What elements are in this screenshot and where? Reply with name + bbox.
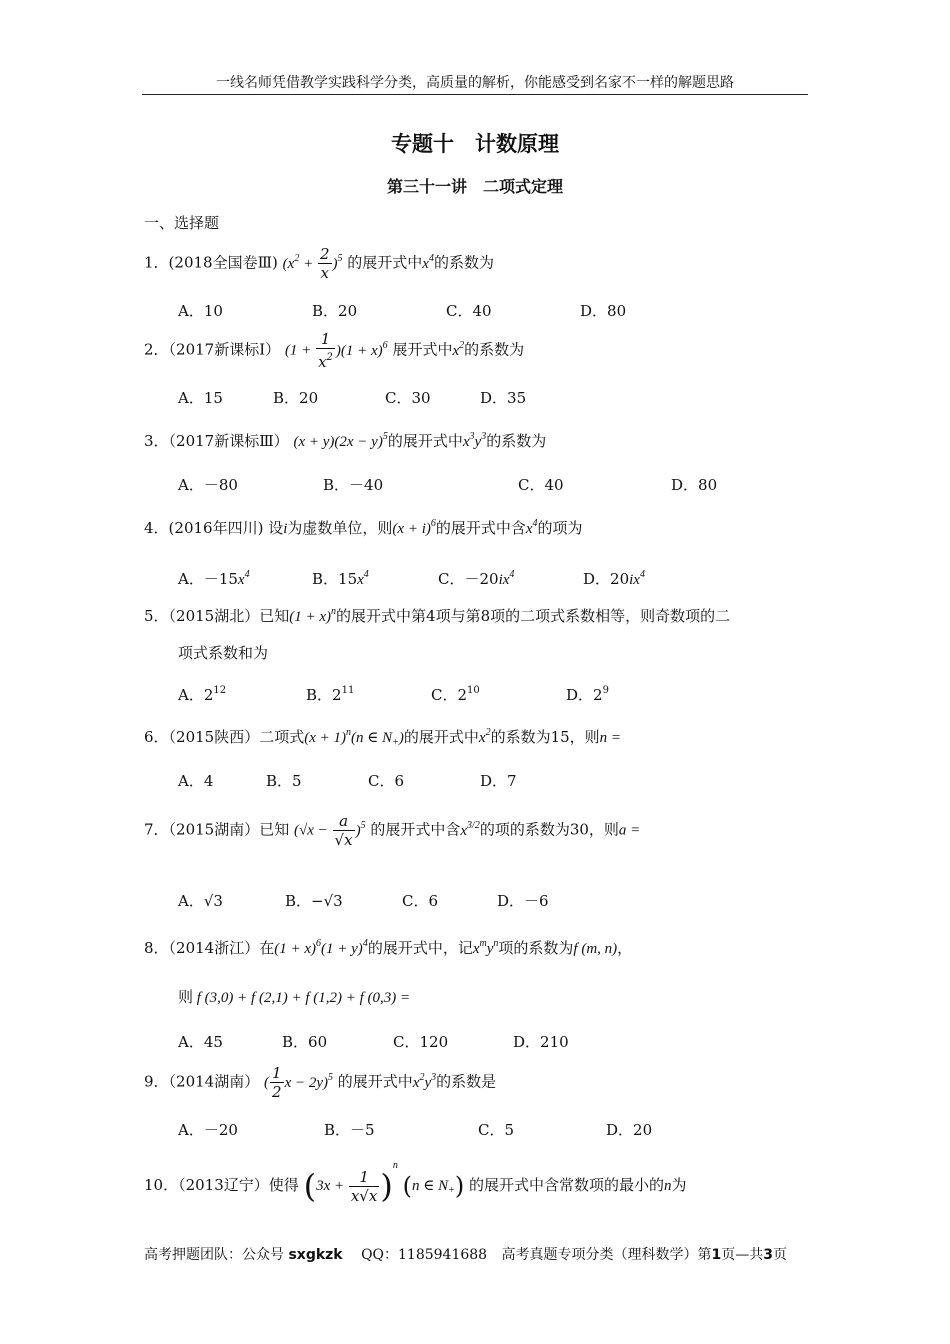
section-heading: 一、选择题 <box>144 214 220 232</box>
question-6: 6．（2015陕西）二项式$(x + 1)^n(n$ ∈ $N_+$)的展开式中$x^2$的系数为15，则n = <box>144 727 622 748</box>
question-4: 4．(2016年四川) 设i为虚数单位，则$(x + i)^6$的展开式中含$x^4$的项为 <box>144 518 583 537</box>
option-b: B．20 <box>312 302 358 320</box>
question-9-options <box>178 1119 652 1140</box>
option-b: B．−√3 <box>285 892 343 910</box>
option-a: A．45 <box>178 1033 223 1051</box>
question-1-options <box>178 300 626 321</box>
option-d: D．80 <box>671 476 718 494</box>
option-c: C．$-20ix^4$ <box>438 569 515 588</box>
question-6-options <box>178 770 517 791</box>
question-5-line2: 项式系数和为 <box>178 644 269 662</box>
question-2: 2．（2017新课标Ⅰ） (1 + $\frac{1}{x^2}$ )$(1 + x)^6$ 展开式中$x^2$的系数为 <box>144 330 525 371</box>
option-c: C．40 <box>446 302 492 320</box>
question-8: 8．（2014浙江）在$(1 + x)^6(1 + y)^4$的展开式中，记$x^my^n$项的系数为f (m, n)， <box>144 938 633 957</box>
question-8-line2: 则 f (3,0) + f (2,1) + f (1,2) + f (0,3) = <box>178 988 411 1006</box>
option-a: A．15 <box>178 389 223 407</box>
option-a: A．10 <box>178 302 223 320</box>
option-b: B．－40 <box>323 476 384 494</box>
option-b: B．－5 <box>324 1121 375 1139</box>
option-c: C．$2^{10}$ <box>431 685 480 704</box>
option-c: C．30 <box>385 389 431 407</box>
question-3: 3．（2017新课标Ⅲ） $(x + y)(2x - y)^5$的展开式中$x^3y^3$的系数为 <box>144 431 547 450</box>
question-7: 7．（2015湖南）已知 (√x − $\frac{a}{√x}$ )$^5$ 的展开式中含$x^{3/2}$的项的系数为30，则a = <box>144 812 641 849</box>
question-9: 9．（2014湖南） ( $\frac{1}{2}$ x − 2y)$^5$ 的展开式中$x^2y^3$的系数是 <box>144 1064 497 1101</box>
question-5-options <box>178 684 609 705</box>
page-header: 一线名师凭借教学实践科学分类，高质量的解析，你能感受到名家不一样的解题思路 <box>216 75 734 91</box>
question-1: 1．(2018全国卷Ⅲ) ($x^2$ + $\frac{2}{x}$ )$^5$ 的展开式中$x^4$的系数为 <box>144 245 494 282</box>
page-subtitle: 第三十一讲 二项式定理 <box>386 177 563 196</box>
page-footer: 高考押题团队：公众号 sxgkzk QQ：1185941688 高考真题专项分类（理科数学）第1页—共3页 <box>144 1247 788 1263</box>
question-2-options <box>178 387 526 408</box>
option-d: D．20 <box>606 1121 653 1139</box>
option-a: A．√3 <box>178 892 223 910</box>
option-a: A．$2^{12}$ <box>178 685 227 704</box>
option-d: D．80 <box>580 302 627 320</box>
option-d: D．$2^9$ <box>566 685 609 704</box>
option-c: C．6 <box>402 892 439 910</box>
wechat-id: sxgkzk <box>288 1247 343 1263</box>
option-b: B．20 <box>273 389 319 407</box>
question-7-options <box>178 890 549 911</box>
option-c: C．40 <box>518 476 564 494</box>
question-5: 5．（2015湖北）已知$(1 + x)^n$的展开式中第4项与第8项的二项式系数相等，则奇数项的二 <box>144 606 731 625</box>
question-8-options <box>178 1031 569 1052</box>
option-b: B．5 <box>266 772 302 790</box>
option-a: A．－80 <box>178 476 238 494</box>
question-4-options <box>178 568 645 589</box>
option-d: D．－6 <box>497 892 549 910</box>
header-divider <box>142 94 808 95</box>
option-b: B．$2^{11}$ <box>306 685 355 704</box>
option-d: D．$20ix^4$ <box>583 569 645 588</box>
option-b: B．60 <box>282 1033 328 1051</box>
option-b: B．$15x^4$ <box>312 569 369 588</box>
page-title: 专题十 计数原理 <box>391 132 559 156</box>
option-d: D．35 <box>480 389 527 407</box>
option-a: A．4 <box>178 772 214 790</box>
option-a: A．$-15x^4$ <box>178 569 250 588</box>
question-10: 10．（2013辽宁）使得 (3x + $\frac{1}{x√x}$ )$^n$ (n ∈ $N_+$) 的展开式中含常数项的最小的n为 <box>144 1160 687 1205</box>
option-a: A．－20 <box>178 1121 238 1139</box>
option-d: D．7 <box>480 772 517 790</box>
question-3-options <box>178 474 717 495</box>
option-c: C．5 <box>478 1121 515 1139</box>
option-c: C．6 <box>368 772 405 790</box>
option-d: D．210 <box>513 1033 569 1051</box>
option-c: C．120 <box>393 1033 449 1051</box>
